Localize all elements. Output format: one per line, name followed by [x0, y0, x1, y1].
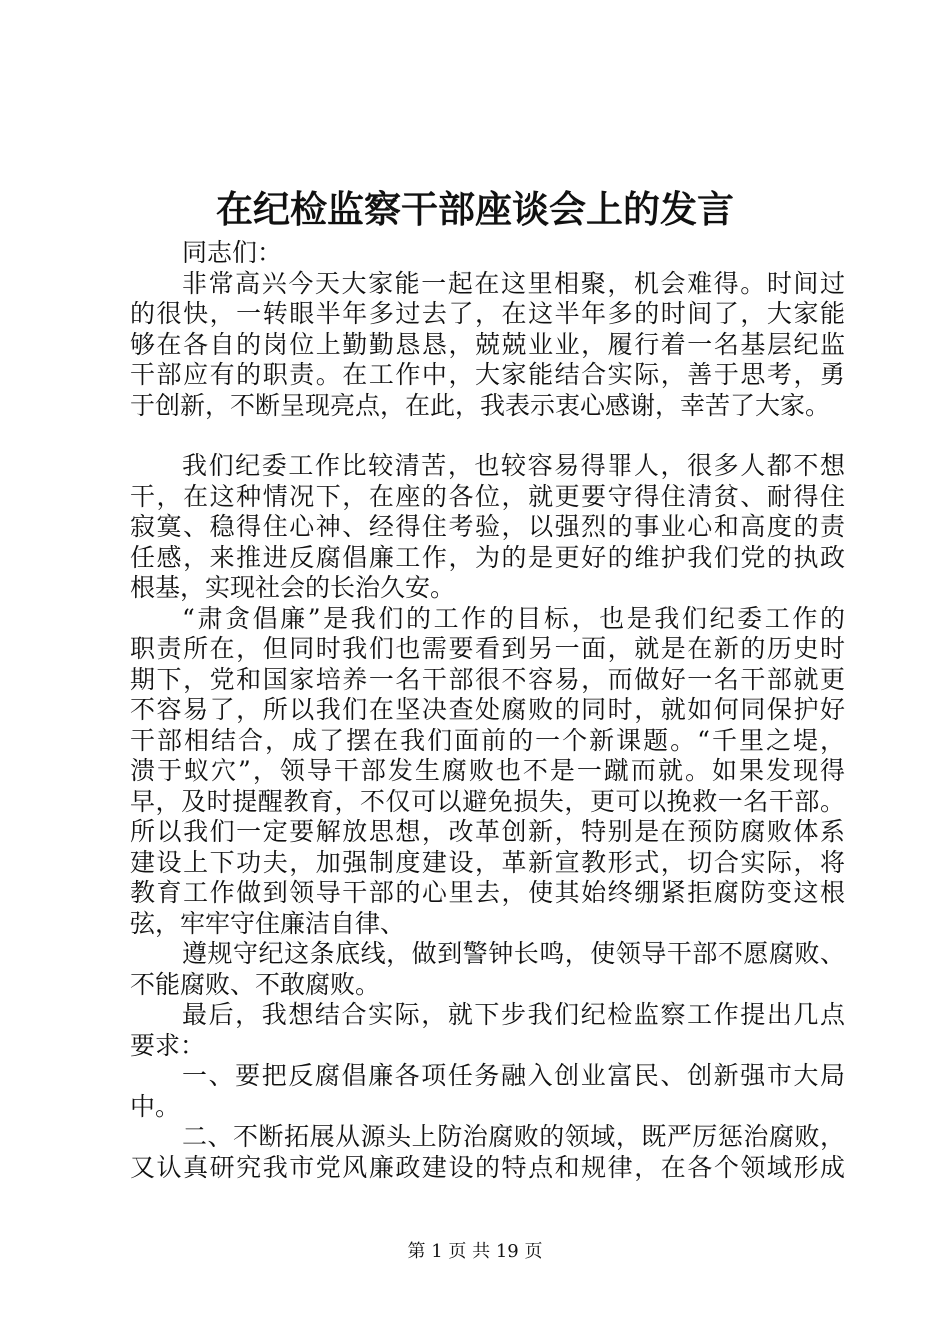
text-line: 二、不断拓展从源头上防治腐败的领域，既严厉惩治腐败， [182, 1122, 845, 1151]
text-line: 最后，我想结合实际，就下步我们纪检监察工作提出几点 [182, 1000, 845, 1029]
text-line: 又认真研究我市党风廉政建设的特点和规律，在各个领域形成 [130, 1152, 845, 1182]
text-line: 根基，实现社会的长治久安。 [130, 573, 456, 602]
text-line: “肃贪倡廉”是我们的工作的目标，也是我们纪委工作的 [182, 603, 845, 633]
text-line: 非常高兴今天大家能一起在这里相聚，机会难得。时间过 [182, 268, 845, 298]
text-line: 寂寞、稳得住心神、经得住考验，以强烈的事业心和高度的责 [130, 512, 845, 541]
text-line: 早，及时提醒教育，不仅可以避免损失，更可以挽救一名干部。 [130, 786, 845, 816]
text-line: 中。 [130, 1091, 181, 1121]
text-line: 干部应有的职责。在工作中，大家能结合实际，善于思考，勇 [130, 360, 845, 389]
salutation: 同志们： [182, 238, 283, 267]
text-line: 教育工作做到领导干部的心里去，使其始终绷紧拒腐防变这根 [130, 878, 845, 907]
text-line: 职责所在，但同时我们也需要看到另一面，就是在新的历史时 [130, 634, 845, 663]
text-line: 的很快，一转眼半年多过去了，在这半年多的时间了，大家能 [130, 299, 845, 328]
document-body [130, 238, 845, 1183]
text-line: 够在各自的岗位上勤勤恳恳，兢兢业业，履行着一名基层纪监 [130, 329, 845, 359]
text-line: 要求： [130, 1030, 206, 1060]
paragraph-gap [130, 421, 845, 451]
text-line: 弦，牢牢守住廉洁自律、 [130, 908, 406, 938]
text-line: 不容易了，所以我们在坚决查处腐败的同时，就如何同保护好 [130, 695, 845, 724]
page-title: 在纪检监察干部座谈会上的发言 [216, 187, 734, 231]
page-footer: 第 1 页 共 19 页 [407, 1241, 543, 1262]
text-line: 干，在这种情况下，在座的各位，就更要守得住清贫、耐得住 [130, 481, 845, 511]
text-line: 我们纪委工作比较清苦，也较容易得罪人，很多人都不想 [182, 451, 845, 480]
text-line: 所以我们一定要解放思想，改革创新，特别是在预防腐败体系 [130, 817, 845, 846]
text-line: 期下，党和国家培养一名干部很不容易，而做好一名干部就更 [130, 664, 845, 694]
text-line: 遵规守纪这条底线，做到警钟长鸣，使领导干部不愿腐败、 [182, 939, 845, 968]
text-line: 不能腐败、不敢腐败。 [130, 969, 381, 999]
text-line: 溃于蚁穴”，领导干部发生腐败也不是一蹴而就。如果发现得 [130, 756, 845, 785]
text-line: 一、要把反腐倡廉各项任务融入创业富民、创新强市大局 [182, 1061, 845, 1090]
text-line: 任感，来推进反腐倡廉工作，为的是更好的维护我们党的执政 [130, 542, 845, 572]
text-line: 于创新，不断呈现亮点，在此，我表示衷心感谢，幸苦了大家。 [130, 390, 831, 420]
text-line: 干部相结合，成了摆在我们面前的一个新课题。“千里之堤， [130, 725, 845, 755]
text-line: 建设上下功夫，加强制度建设，革新宣教形式，切合实际，将 [130, 847, 845, 877]
